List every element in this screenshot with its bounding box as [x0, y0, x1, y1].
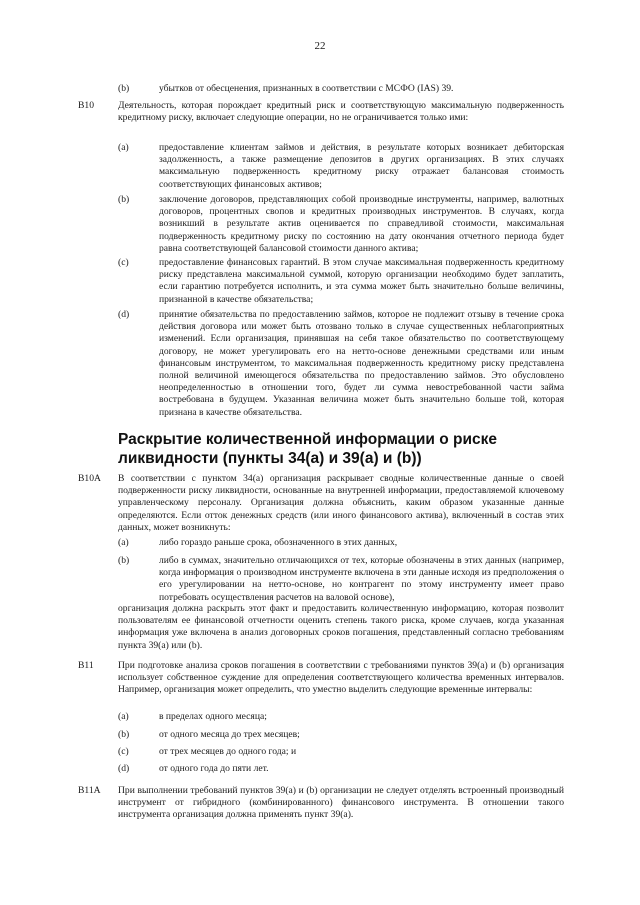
list-item-text: либо в суммах, значительно отличающихся от тех, которые обозначены в этих данных (например, когда информация о производном инструменте включена в эти данные исходя из предположения о его урегулировании на нетто-основе, но контрагент по этому инструменту имеет право потребовать осуществления расчетов на валовой основе),	[159, 555, 564, 603]
list-item-label: (a)	[118, 142, 129, 153]
paragraph-text: организация должна раскрыть этот факт и предоставить количественную информацию, которая позволит пользователям ее финансовой отчетности оценить степень такого риска, кроме случаев, когда указанная информация уже включена в анализ договорных сроков погашения, представленный согласно требованиям пункта 39(a) или (b).	[118, 603, 564, 651]
list-item-text: заключение договоров, представляющих собой производные инструменты, например, валютных договоров, процентных свопов и кредитных производных инструментов. В случаях, когда возникший в результате актив оценивается по справедливой стоимости, максимальная подверженность кредитному риску по состоянию на дату окончания отчетного периода будет равна соответствующей балансовой стоимости данного актива;	[159, 194, 564, 254]
list-item-label: (a)	[118, 711, 129, 722]
list-item-label: (b)	[118, 83, 130, 94]
paragraph-number: B11	[78, 660, 94, 671]
paragraph-number: B10A	[78, 473, 101, 484]
list-item-label: (b)	[118, 555, 130, 566]
list-item-label: (c)	[118, 746, 129, 757]
list-item-label: (c)	[118, 257, 129, 268]
list-item-text: принятие обязательства по предоставлению займов, которое не подлежит отзыву в течение срока действия договора или может быть отозвано только в случае существенных неблагоприятных изменений. Если организация, принявшая на себя такое обязательство по соответствующему договору, не может урегулировать его на нетто-основе денежными средствами или иным финансовым инструментом, то максимальная подверженность кредитному риску представлена полной величиной имеющегося обязательства по предоставлению займов. Это обусловлено неопределенностью в отношении того, будет ли сумма невостребованной части займа востребована в будущем. Указанная величина может быть значительно больше той, которая признана в качестве обязательства.	[159, 309, 564, 418]
page-number: 22	[314, 40, 326, 52]
paragraph-number: B11A	[78, 785, 101, 796]
list-item-text: от одного года до пяти лет.	[159, 763, 269, 774]
paragraph-text: В соответствии с пунктом 34(a) организация раскрывает сводные количественные данные о своей подверженности риску ликвидности, основанные на внутренней информации, предоставляемой ключевому управленческому персоналу. Организация должна объяснить, каким образом указанные данные определяются. Если отток денежных средств (или иного финансового актива), включенный в состав этих данных, может возникнуть:	[118, 473, 564, 533]
list-item-text: от одного месяца до трех месяцев;	[159, 729, 300, 740]
section-heading: Раскрытие количественной информации о риске ликвидности (пункты 34(a) и 39(a) и (b))	[118, 431, 498, 467]
list-item-text: предоставление финансовых гарантий. В этом случае максимальная подверженность кредитному риску представлена максимальной суммой, которую организации необходимо будет заплатить, если гарантию потребуется исполнить, и эта сумма может быть значительно больше величины, признанной в качестве обязательства;	[159, 257, 564, 305]
list-item-text: в пределах одного месяца;	[159, 711, 267, 722]
paragraph-text: При выполнении требований пунктов 39(a) и (b) организации не следует отделять встроенный производный инструмент от гибридного (комбинированного) финансового инструмента. В отношении такого инструмента организация должна применять пункт 39(a).	[118, 785, 564, 821]
paragraph-text: Деятельность, которая порождает кредитный риск и соответствующую максимальную подверженность кредитному риску, включает следующие операции, но не ограничивается только ими:	[118, 100, 564, 124]
list-item-label: (b)	[118, 729, 130, 740]
list-item-text: от трех месяцев до одного года; и	[159, 746, 297, 757]
list-item-text: либо гораздо раньше срока, обозначенного в этих данных,	[159, 537, 398, 548]
list-item-label: (a)	[118, 537, 129, 548]
list-item-label: (d)	[118, 763, 130, 774]
list-item-label: (b)	[118, 194, 130, 205]
paragraph-number: B10	[78, 100, 94, 111]
list-item-text: убытков от обесценения, признанных в соответствии с МСФО (IAS) 39.	[159, 83, 454, 94]
list-item-text: предоставление клиентам займов и действия, в результате которых возникает дебиторская задолженность, а также размещение депозитов в других организациях. В этих случаях максимальную подверженность кредитному риску отражает балансовая стоимость соответствующих финансовых активов;	[159, 142, 564, 190]
list-item-label: (d)	[118, 309, 130, 320]
paragraph-text: При подготовке анализа сроков погашения в соответствии с требованиями пунктов 39(a) и (b) организация использует собственное суждение для определения соответствующего количества временных интервалов. Например, организация может определить, что уместно выделить следующие временные интервалы:	[118, 660, 564, 696]
